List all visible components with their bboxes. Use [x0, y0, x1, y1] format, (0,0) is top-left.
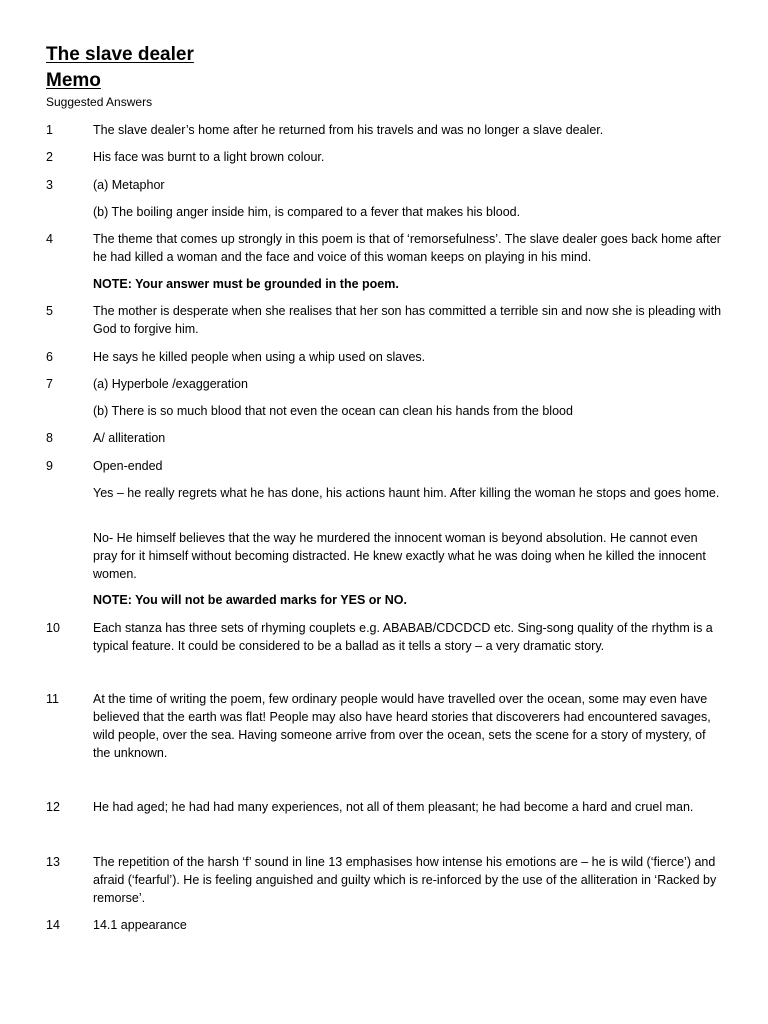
answer-number: 3: [46, 178, 53, 192]
answer-number: 7: [46, 377, 53, 391]
answer-text: A/ alliteration: [93, 431, 166, 445]
answer-text: Yes – he really regrets what he has done, his actions haunt him. After killing the woman he stops and goes home.: [93, 486, 720, 500]
answer-number: 10: [46, 621, 60, 635]
document-title: The slave dealer: [46, 44, 194, 65]
answer-text: He says he killed people when using a whip used on slaves.: [93, 350, 426, 364]
answer-number: 8: [46, 431, 53, 445]
answer-number: 1: [46, 123, 53, 137]
answer-text: The theme that comes up strongly in this poem is that of ‘remorsefulness’. The slave dealer goes back home after he had killed a woman and the face and voice of this woman keeps on playing in his mind.: [93, 232, 721, 264]
answer-number: 6: [46, 350, 53, 364]
answer-text: (b) The boiling anger inside him, is compared to a fever that makes his blood.: [93, 205, 521, 219]
answer-text: The repetition of the harsh ‘f’ sound in line 13 emphasises how intense his emotions are – he is wild (‘fierce’) and afraid (‘fearful’). He is feeling anguished and guilty which is re-inforced by the use of the alliteration in ‘Racked by remorse’.: [93, 855, 717, 905]
answer-text: Open-ended: [93, 459, 163, 473]
note-text: NOTE: Your answer must be grounded in the poem.: [93, 277, 399, 291]
answer-text: (b) There is so much blood that not even the ocean can clean his hands from the blood: [93, 404, 573, 418]
answer-number: 2: [46, 150, 53, 164]
answer-text: The slave dealer’s home after he returned from his travels and was no longer a slave dealer.: [93, 123, 604, 137]
answer-number: 9: [46, 459, 53, 473]
answer-number: 5: [46, 304, 53, 318]
answer-number: 13: [46, 855, 60, 869]
answer-number: 4: [46, 232, 53, 246]
document-subtitle: Memo: [46, 70, 101, 91]
note-text: NOTE: You will not be awarded marks for YES or NO.: [93, 593, 407, 607]
answer-text: At the time of writing the poem, few ordinary people would have travelled over the ocean, some may even have believed that the earth was flat! People may also have heard stories that discoverers had encountered savages, wild people, over the sea. Having someone arrive from over the ocean, sets the scene for a story of mystery, of the unknown.: [93, 692, 711, 760]
document-caption: Suggested Answers: [46, 95, 153, 109]
answer-text: The mother is desperate when she realises that her son has committed a terrible sin and now she is pleading with God to forgive him.: [93, 304, 722, 336]
answer-text: Each stanza has three sets of rhyming couplets e.g. ABABAB/CDCDCD etc. Sing-song quality of the rhythm is a typical feature. It could be considered to be a ballad as it tells a story – a very dramatic story.: [93, 621, 713, 653]
answer-text: 14.1 appearance: [93, 918, 187, 932]
answer-text: (a) Metaphor: [93, 178, 165, 192]
answer-text: His face was burnt to a light brown colour.: [93, 150, 325, 164]
answer-text: He had aged; he had had many experiences, not all of them pleasant; he had become a hard and cruel man.: [93, 800, 694, 814]
answer-number: 14: [46, 918, 60, 932]
answer-number: 11: [46, 692, 59, 706]
answer-number: 12: [46, 800, 60, 814]
answer-text: No- He himself believes that the way he murdered the innocent woman is beyond absolution. He cannot even pray for it himself without becoming distracted. He knew exactly what he was doing when he killed the innocent women.: [93, 531, 706, 581]
answer-text: (a) Hyperbole /exaggeration: [93, 377, 248, 391]
